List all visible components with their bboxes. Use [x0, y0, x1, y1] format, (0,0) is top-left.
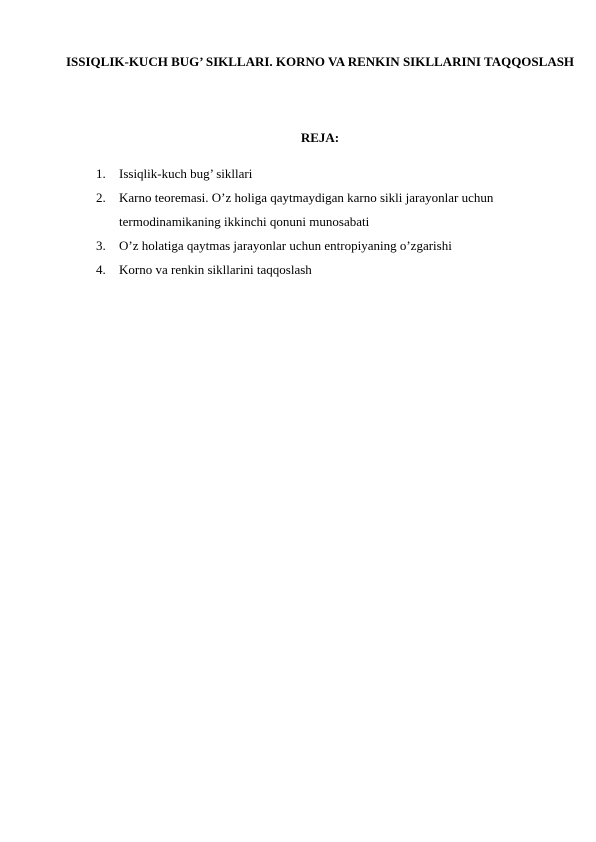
list-item-number: 1.: [96, 166, 106, 181]
list-item: [96, 234, 566, 258]
list-item: [96, 186, 566, 234]
list-item-text: Korno va renkin sikllarini taqqoslash: [119, 262, 312, 277]
list-item-text: O’z holatiga qaytmas jarayonlar uchun entropiyaning o’zgarishi: [119, 238, 452, 253]
list-item-text: Issiqlik-kuch bug’ sikllari: [119, 166, 253, 181]
plan-list: [96, 162, 566, 282]
list-item-text: Karno teoremasi. O’z holiga qaytmaydigan karno sikli jarayonlar uchun termodinamikaning ikkinchi qonuni munosabati: [119, 190, 494, 229]
list-item-number: 3.: [96, 238, 106, 253]
list-item: [96, 258, 566, 282]
document-title: ISSIQLIK-KUCH BUG’ SIKLLARI. KORNO VA RENKIN SIKLLARINI TAQQOSLASH: [65, 54, 575, 69]
list-item: [96, 162, 566, 186]
plan-heading: REJA:: [300, 130, 340, 145]
list-item-number: 4.: [96, 262, 106, 277]
list-item-number: 2.: [96, 190, 106, 205]
